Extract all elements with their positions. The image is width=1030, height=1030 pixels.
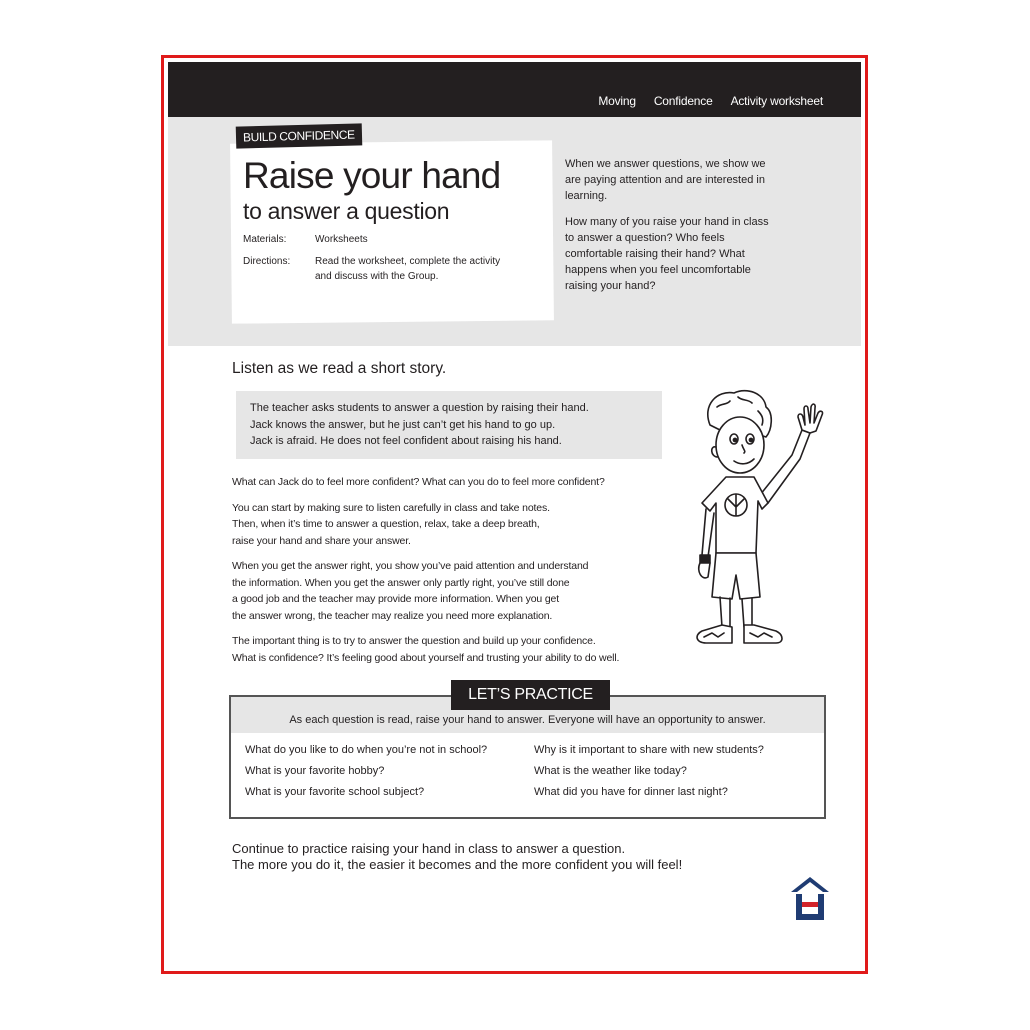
- intro-paragraph-1: When we answer questions, we show we are paying attention and are interested in learning.: [565, 158, 766, 202]
- body-line: What is confidence? It’s feeling good about yourself and trusting your ability to do well.: [232, 651, 620, 664]
- practice-question: What is your favorite school subject?: [245, 786, 425, 798]
- practice-question: What is the weather like today?: [534, 765, 687, 777]
- materials-value: Worksheets: [315, 234, 368, 245]
- practice-question: What did you have for dinner last night?: [534, 786, 728, 798]
- practice-question: What do you like to do when you’re not in school?: [245, 744, 488, 756]
- body-paragraph-4: [232, 633, 652, 666]
- category-tag: BUILD CONFIDENCE: [236, 123, 362, 148]
- house-logo-icon: [788, 874, 832, 922]
- body-paragraph-3: [232, 558, 652, 624]
- body-line: the answer wrong, the teacher may realize you need more explanation.: [232, 609, 553, 622]
- practice-question: What is your favorite hobby?: [245, 765, 385, 777]
- hero-section: [168, 117, 861, 346]
- body-line: What can Jack do to feel more confident? What can you do to feel more confident?: [232, 476, 605, 488]
- boy-raising-hand-icon: [672, 385, 832, 645]
- breadcrumb-nav: [598, 94, 823, 108]
- story-line: Jack is afraid. He does not feel confident about raising his hand.: [250, 435, 562, 447]
- body-paragraph-2: [232, 500, 652, 550]
- directions-label: Directions:: [243, 256, 291, 267]
- nav-item-moving[interactable]: Moving: [598, 94, 636, 108]
- page-title: Raise your hand: [243, 155, 501, 196]
- body-line: When you get the answer right, you show you’ve paid attention and understand: [232, 560, 589, 572]
- body-line: You can start by making sure to listen carefully in class and take notes.: [232, 501, 550, 514]
- story-line: The teacher asks students to answer a question by raising their hand.: [250, 402, 589, 414]
- closing-line-1: Continue to practice raising your hand in class to answer a question.: [232, 841, 626, 856]
- page-subtitle: to answer a question: [243, 198, 450, 224]
- worksheet-frame: [161, 55, 868, 974]
- practice-box: [229, 695, 826, 819]
- practice-title: LET’S PRACTICE: [451, 680, 610, 710]
- practice-instruction: As each question is read, raise your hand to answer. Everyone will have an opportunity to answer.: [289, 714, 766, 726]
- body-text: [232, 474, 652, 675]
- body-line: The important thing is to try to answer the question and build up your confidence.: [232, 635, 596, 647]
- practice-question: Why is it important to share with new students?: [534, 744, 764, 756]
- body-line: Then, when it’s time to answer a question, relax, take a deep breath,: [232, 518, 540, 530]
- closing-line-2: The more you do it, the easier it becomes and the more confident you will feel!: [232, 857, 683, 872]
- intro-text: [565, 156, 780, 304]
- body-line: raise your hand and share your answer.: [232, 534, 411, 547]
- story-line: Jack knows the answer, but he just can’t get his hand to go up.: [250, 418, 556, 431]
- top-nav-bar: [168, 62, 861, 117]
- directions-value: Read the worksheet, complete the activity and discuss with the Group.: [315, 256, 501, 282]
- closing-text: [232, 841, 682, 873]
- intro-paragraph-2: How many of you raise your hand in class to answer a question? Who feels comfortable raising their hand? What happens when you feel uncomfortable raising your hand?: [565, 216, 769, 292]
- body-line: the information. When you get the answer only partly right, you’ve still done: [232, 576, 570, 589]
- story-box: [236, 391, 662, 459]
- body-line: a good job and the teacher may provide more information. When you get: [232, 593, 560, 605]
- nav-item-activity-worksheet[interactable]: Activity worksheet: [730, 94, 823, 108]
- nav-item-confidence[interactable]: Confidence: [653, 94, 713, 108]
- body-paragraph-1: [232, 474, 652, 491]
- story-heading: Listen as we read a short story.: [232, 360, 447, 377]
- materials-label: Materials:: [243, 234, 287, 245]
